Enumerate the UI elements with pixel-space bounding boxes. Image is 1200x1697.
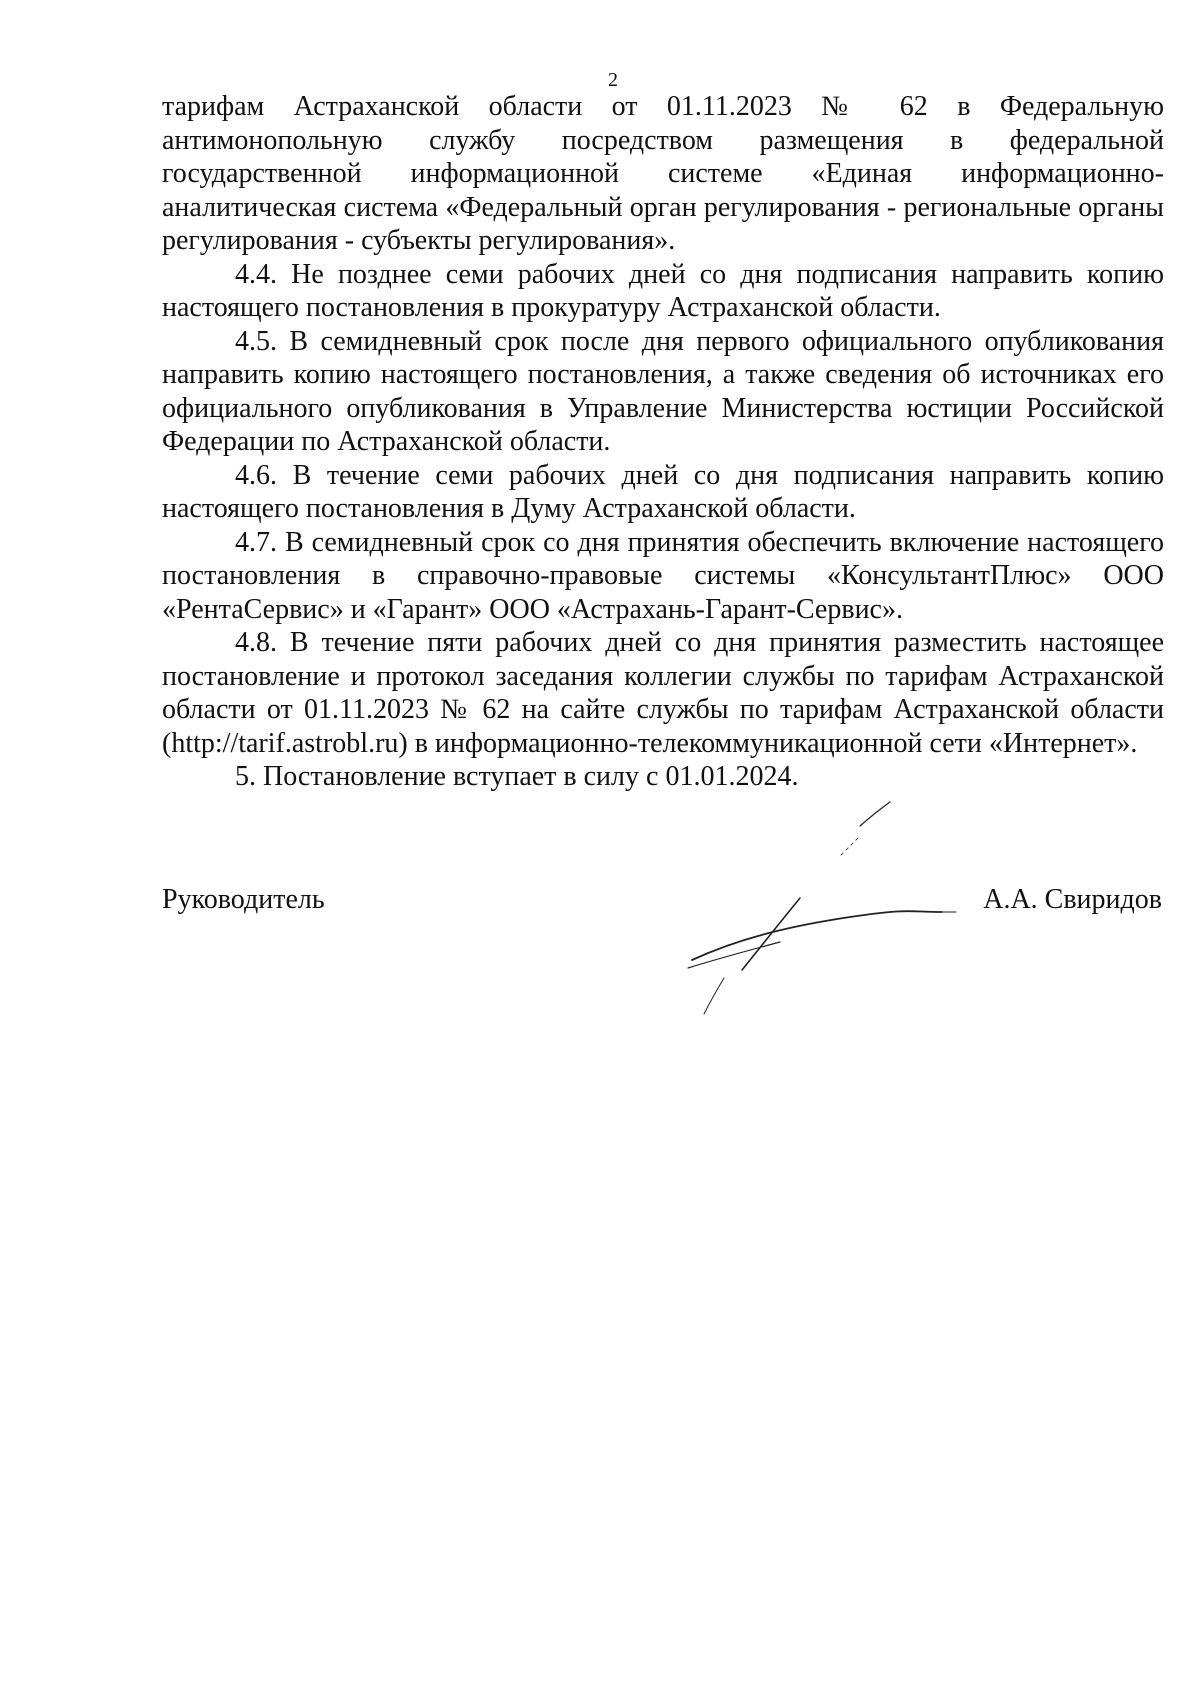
page-number: 2 [608,69,618,91]
signature-block [162,883,1164,923]
paragraph-4-4: 4.4. Не позднее семи рабочих дней со дня подписания направить копию настоящего постановления в прокуратуру Астраханской области. [162,258,1164,323]
paragraph-5: 5. Постановление вступает в силу с 01.01.2024. [235,761,799,792]
signer-title: Руководитель [162,884,325,915]
paragraph-4-8: 4.8. В течение пяти рабочих дней со дня принятия разместить настоящее постановление и протокол заседания коллегии службы по тарифам Астраханской области от 01.11.2023 № 62 на сайте службы по тарифам Астраханской области (http://tarif.astrobl.ru) в информационно-телекоммуникационной сети «Интернет». [162,627,1164,759]
paragraph-4-6: 4.6. В течение семи рабочих дней со дня подписания направить копию настоящего постановления в Думу Астраханской области. [162,459,1164,524]
paragraph-4-7: 4.7. В семидневный срок со дня принятия обеспечить включение настоящего постановления в справочно-правовые системы «КонсультантПлюс» ООО «РентаСервис» и «Гарант» ООО «Астрахань-Гарант-Сервис». [162,526,1164,625]
signer-name: А.А. Свиридов [983,884,1162,915]
paragraph-continuation: тарифам Астраханской области от 01.11.2023 № 62 в Федеральную антимонопольную службу посредством размещения в федеральной государственной информационной системе «Единая информационно-аналитическая система «Федеральный орган регулирования - региональные органы регулирования - субъекты регулирования». [162,91,1164,256]
document-body [162,90,1164,794]
paragraph-4-5: 4.5. В семидневный срок после дня первого официального опубликования направить копию настоящего постановления, а также сведения об источниках его официального опубликования в Управление Министерства юстиции Российской Федерации по Астраханской области. [162,325,1164,457]
